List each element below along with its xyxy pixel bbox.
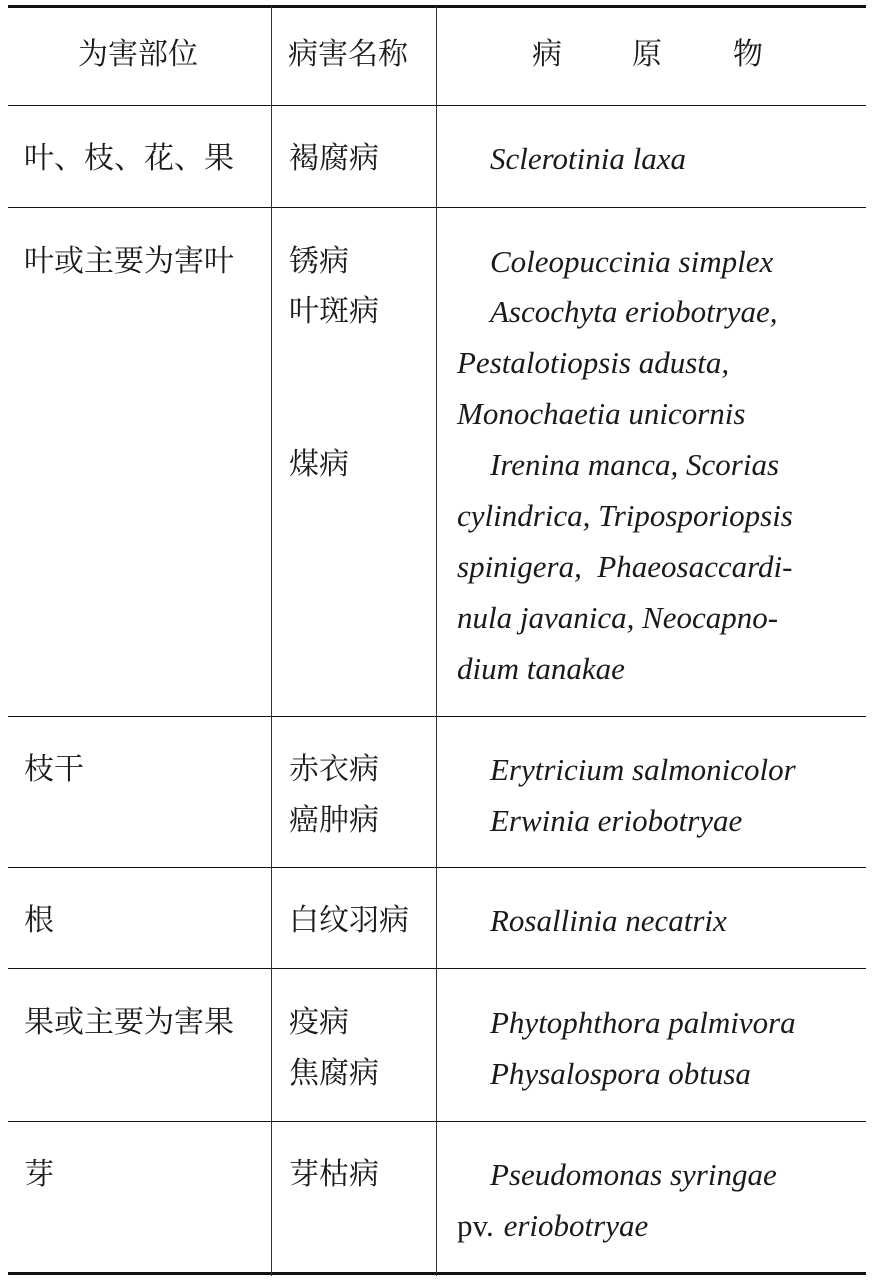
disease-name: 焦腐病 bbox=[289, 1056, 379, 1091]
part-cell: 芽 bbox=[24, 1157, 54, 1192]
row-divider bbox=[8, 968, 866, 969]
pathogen-line: Coleopuccinia simplex bbox=[490, 244, 774, 279]
pathogen-line: Pestalotiopsis adusta, bbox=[457, 345, 730, 380]
pathovar-abbrev: pv. bbox=[457, 1208, 494, 1243]
disease-name: 叶斑病 bbox=[289, 294, 379, 329]
pathogen-line: Pseudomonas syringae bbox=[490, 1157, 777, 1192]
disease-name: 癌肿病 bbox=[289, 803, 379, 838]
pathogen-line: dium tanakae bbox=[457, 651, 625, 686]
part-cell: 枝干 bbox=[24, 752, 84, 787]
pathogen-line: cylindrica, Triposporiopsis bbox=[457, 498, 793, 533]
disease-name: 疫病 bbox=[289, 1005, 349, 1040]
pathovar-name: eriobotryae bbox=[503, 1208, 649, 1243]
pathogen-line: nula javanica, Neocapno- bbox=[457, 600, 779, 635]
header-disease: 病害名称 bbox=[288, 37, 408, 72]
part-cell: 叶或主要为害叶 bbox=[24, 244, 234, 279]
header-bottom-rule bbox=[8, 105, 866, 106]
row-divider bbox=[8, 716, 866, 717]
pathogen-line bbox=[457, 1201, 648, 1251]
row-divider bbox=[8, 207, 866, 208]
pathogen-line: Sclerotinia laxa bbox=[490, 141, 687, 176]
row-divider bbox=[8, 867, 866, 868]
disease-name: 锈病 bbox=[289, 244, 349, 279]
header-pathogen-1: 病 bbox=[532, 37, 562, 72]
column-divider bbox=[436, 6, 437, 1276]
header-part: 为害部位 bbox=[78, 37, 198, 72]
table-top-rule bbox=[8, 5, 866, 8]
disease-name: 赤衣病 bbox=[289, 752, 379, 787]
row-divider bbox=[8, 1121, 866, 1122]
header-pathogen-2: 原 bbox=[632, 37, 662, 72]
pathogen-line: Phytophthora palmivora bbox=[490, 1005, 796, 1040]
table-bottom-rule bbox=[8, 1272, 866, 1275]
pathogen-line: Erwinia eriobotryae bbox=[490, 803, 743, 838]
pathogen-line: Physalospora obtusa bbox=[490, 1056, 751, 1091]
part-cell: 叶、枝、花、果 bbox=[24, 141, 234, 176]
pathogen-line: Ascochyta eriobotryae, bbox=[490, 294, 778, 329]
pathogen-line: Rosallinia necatrix bbox=[490, 903, 727, 938]
header-pathogen-3: 物 bbox=[733, 37, 763, 72]
part-cell: 果或主要为害果 bbox=[24, 1005, 234, 1040]
pathogen-line: spinigera, Phaeosaccardi- bbox=[457, 549, 793, 584]
disease-name: 白纹羽病 bbox=[289, 903, 409, 938]
pathogen-line: Irenina manca, Scorias bbox=[490, 447, 780, 482]
part-cell: 根 bbox=[24, 903, 54, 938]
column-divider bbox=[271, 6, 272, 1276]
disease-name: 褐腐病 bbox=[289, 141, 379, 176]
disease-name: 芽枯病 bbox=[289, 1157, 379, 1192]
disease-name: 煤病 bbox=[289, 447, 349, 482]
pathogen-line: Erytricium salmonicolor bbox=[490, 752, 796, 787]
pathogen-line: Monochaetia unicornis bbox=[457, 396, 746, 431]
